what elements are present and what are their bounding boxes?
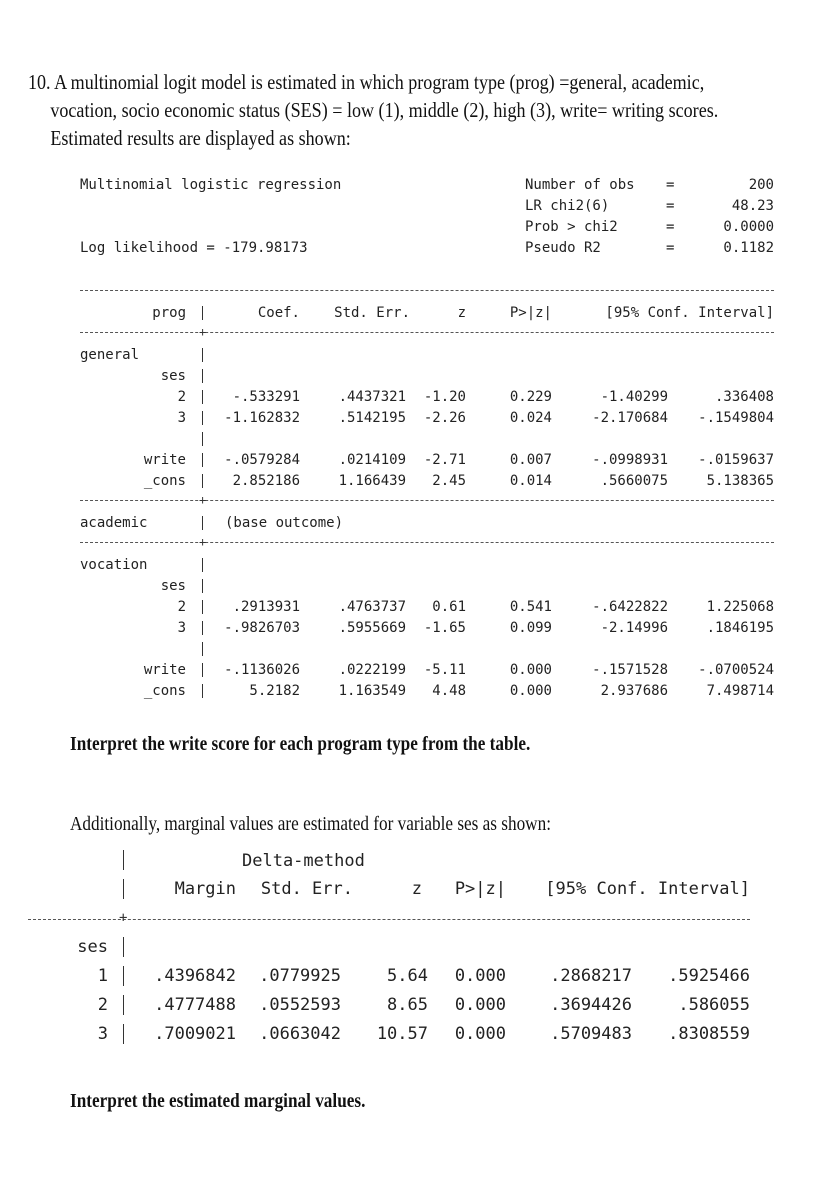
divider <box>202 432 203 446</box>
stat-label: LR chi2(6) <box>525 198 610 214</box>
outcome-vocation-label: vocation <box>80 557 148 573</box>
coef: 2.852186 <box>232 473 300 489</box>
z-value: -1.20 <box>423 389 466 405</box>
std-err: .0214109 <box>338 452 406 468</box>
p-value: 0.024 <box>509 410 552 426</box>
col-header-coef: Coef. <box>257 305 300 321</box>
ci-low: 2.937686 <box>600 683 668 699</box>
col-header-margin: Margin <box>174 879 236 899</box>
stat-value: 200 <box>748 177 774 193</box>
stat-label: Number of obs <box>525 177 635 193</box>
ci-high: -.0159637 <box>698 452 774 468</box>
divider <box>202 348 203 362</box>
z-value: 8.65 <box>387 995 428 1015</box>
ci-high: 5.138365 <box>706 473 774 489</box>
task-interpret-write: Interpret the write score for each program type from the table. <box>70 733 531 755</box>
model-title: Multinomial logistic regression <box>80 177 342 193</box>
z-value: 5.64 <box>387 966 428 986</box>
question-text <box>28 68 785 152</box>
ci-low: -1.40299 <box>600 389 668 405</box>
stat-label: Pseudo R2 <box>525 240 601 256</box>
row-name: 2 <box>97 995 108 1015</box>
ses-label: ses <box>160 368 186 384</box>
divider <box>202 579 203 593</box>
row-name: 3 <box>97 1024 108 1044</box>
divider <box>80 542 774 543</box>
ses-group-label: ses <box>77 937 108 957</box>
ci-low: .2868217 <box>550 966 632 986</box>
std-err: .4437321 <box>338 389 406 405</box>
col-header-ci: [95% Conf. Interval] <box>545 879 750 899</box>
z-value: -2.26 <box>423 410 466 426</box>
divider <box>202 369 203 383</box>
std-err: .0552593 <box>259 995 341 1015</box>
coef: -.533291 <box>232 389 300 405</box>
ci-high: .1846195 <box>706 620 774 636</box>
row-name: 3 <box>177 410 186 426</box>
coef: -.0579284 <box>224 452 300 468</box>
ci-high: .586055 <box>678 995 750 1015</box>
col-header-prog: prog <box>152 305 186 321</box>
std-err: .5955669 <box>338 620 406 636</box>
divider <box>80 500 774 501</box>
mlogit-output-table <box>70 176 782 706</box>
divider: + <box>199 535 207 549</box>
ci-low: -.6422822 <box>592 599 668 615</box>
row-name: 3 <box>177 620 186 636</box>
margin: .4396842 <box>154 966 236 986</box>
divider: + <box>119 910 128 926</box>
stat-value: 0.0000 <box>723 219 774 235</box>
divider <box>202 474 203 488</box>
ci-high: -.0700524 <box>698 662 774 678</box>
col-header-p: P>|z| <box>454 879 506 899</box>
ci-low: -.0998931 <box>592 452 668 468</box>
p-value: 0.229 <box>509 389 552 405</box>
ci-high: -.1549804 <box>698 410 774 426</box>
row-name: 2 <box>177 389 186 405</box>
coef: .2913931 <box>232 599 300 615</box>
row-name: write <box>143 452 186 468</box>
col-header-z: z <box>411 879 422 899</box>
ci-high: .8308559 <box>668 1024 750 1044</box>
ci-high: 7.498714 <box>706 683 774 699</box>
divider <box>80 332 774 333</box>
col-header-se: Std. Err. <box>334 305 410 321</box>
divider <box>123 879 124 899</box>
divider <box>202 516 203 530</box>
base-outcome-note: (base outcome) <box>225 515 344 531</box>
col-header-p: P>|z| <box>509 305 552 321</box>
p-value: 0.007 <box>509 452 552 468</box>
p-value: 0.099 <box>509 620 552 636</box>
additional-text: Additionally, marginal values are estimated for variable ses as shown: <box>70 813 551 835</box>
divider <box>80 290 774 291</box>
divider <box>123 937 124 957</box>
question-line-2: vocation, socio economic status (SES) = low (1), middle (2), high (3), write= writing scores. <box>50 98 719 122</box>
std-err: .0779925 <box>259 966 341 986</box>
divider: + <box>199 493 207 507</box>
row-name: _cons <box>143 683 186 699</box>
stat-eq: = <box>666 219 675 235</box>
divider <box>28 919 750 920</box>
margins-output-table <box>28 848 768 1048</box>
question-line-3: Estimated results are displayed as shown: <box>50 126 351 150</box>
divider <box>123 966 124 986</box>
row-name: write <box>143 662 186 678</box>
stat-eq: = <box>666 177 675 193</box>
coef: -1.162832 <box>224 410 300 426</box>
std-err: .5142195 <box>338 410 406 426</box>
p-value: 0.014 <box>509 473 552 489</box>
row-name: 2 <box>177 599 186 615</box>
z-value: 2.45 <box>432 473 466 489</box>
question-line-1: 10. A multinomial logit model is estimated in which program type (prog) =general, academic, <box>28 70 705 94</box>
divider <box>123 995 124 1015</box>
stat-eq: = <box>666 240 675 256</box>
ses-label: ses <box>160 578 186 594</box>
task-interpret-margins: Interpret the estimated marginal values. <box>70 1090 366 1112</box>
margin: .4777488 <box>154 995 236 1015</box>
ci-low: .3694426 <box>550 995 632 1015</box>
std-err: 1.163549 <box>338 683 406 699</box>
divider <box>202 411 203 425</box>
coef: 5.2182 <box>249 683 300 699</box>
divider <box>202 684 203 698</box>
divider: + <box>199 325 207 339</box>
divider <box>202 621 203 635</box>
row-name: 1 <box>97 966 108 986</box>
divider <box>202 390 203 404</box>
ci-high: .5925466 <box>668 966 750 986</box>
row-name: _cons <box>143 473 186 489</box>
divider <box>123 1024 124 1044</box>
divider <box>202 642 203 656</box>
outcome-academic-label: academic <box>80 515 148 531</box>
p-value: 0.000 <box>454 995 506 1015</box>
outcome-general-label: general <box>80 347 140 363</box>
std-err: .0663042 <box>259 1024 341 1044</box>
p-value: 0.000 <box>509 662 552 678</box>
z-value: -5.11 <box>423 662 466 678</box>
p-value: 0.000 <box>454 966 506 986</box>
divider <box>202 453 203 467</box>
col-header-z: z <box>457 305 466 321</box>
z-value: -1.65 <box>423 620 466 636</box>
z-value: 4.48 <box>432 683 466 699</box>
divider <box>202 306 203 320</box>
log-likelihood: Log likelihood = -179.98173 <box>80 240 308 256</box>
ci-low: -.1571528 <box>592 662 668 678</box>
stat-value: 0.1182 <box>723 240 774 256</box>
std-err: .0222199 <box>338 662 406 678</box>
col-header-ci: [95% Conf. Interval] <box>605 305 774 321</box>
p-value: 0.000 <box>509 683 552 699</box>
divider <box>202 663 203 677</box>
ci-high: .336408 <box>714 389 774 405</box>
stat-value: 48.23 <box>731 198 774 214</box>
ci-low: .5660075 <box>600 473 668 489</box>
std-err: .4763737 <box>338 599 406 615</box>
divider <box>123 850 124 870</box>
ci-high: 1.225068 <box>706 599 774 615</box>
std-err: 1.166439 <box>338 473 406 489</box>
p-value: 0.000 <box>454 1024 506 1044</box>
stat-eq: = <box>666 198 675 214</box>
ci-low: .5709483 <box>550 1024 632 1044</box>
z-value: 0.61 <box>432 599 466 615</box>
ci-low: -2.14996 <box>600 620 668 636</box>
divider <box>202 558 203 572</box>
margin: .7009021 <box>154 1024 236 1044</box>
stat-label: Prob > chi2 <box>525 219 618 235</box>
z-value: -2.71 <box>423 452 466 468</box>
z-value: 10.57 <box>376 1024 428 1044</box>
col-header-se: Std. Err. <box>260 879 353 899</box>
coef: -.9826703 <box>224 620 300 636</box>
coef: -.1136026 <box>224 662 300 678</box>
delta-method-label: Delta-method <box>242 851 365 871</box>
divider <box>202 600 203 614</box>
p-value: 0.541 <box>509 599 552 615</box>
ci-low: -2.170684 <box>592 410 668 426</box>
